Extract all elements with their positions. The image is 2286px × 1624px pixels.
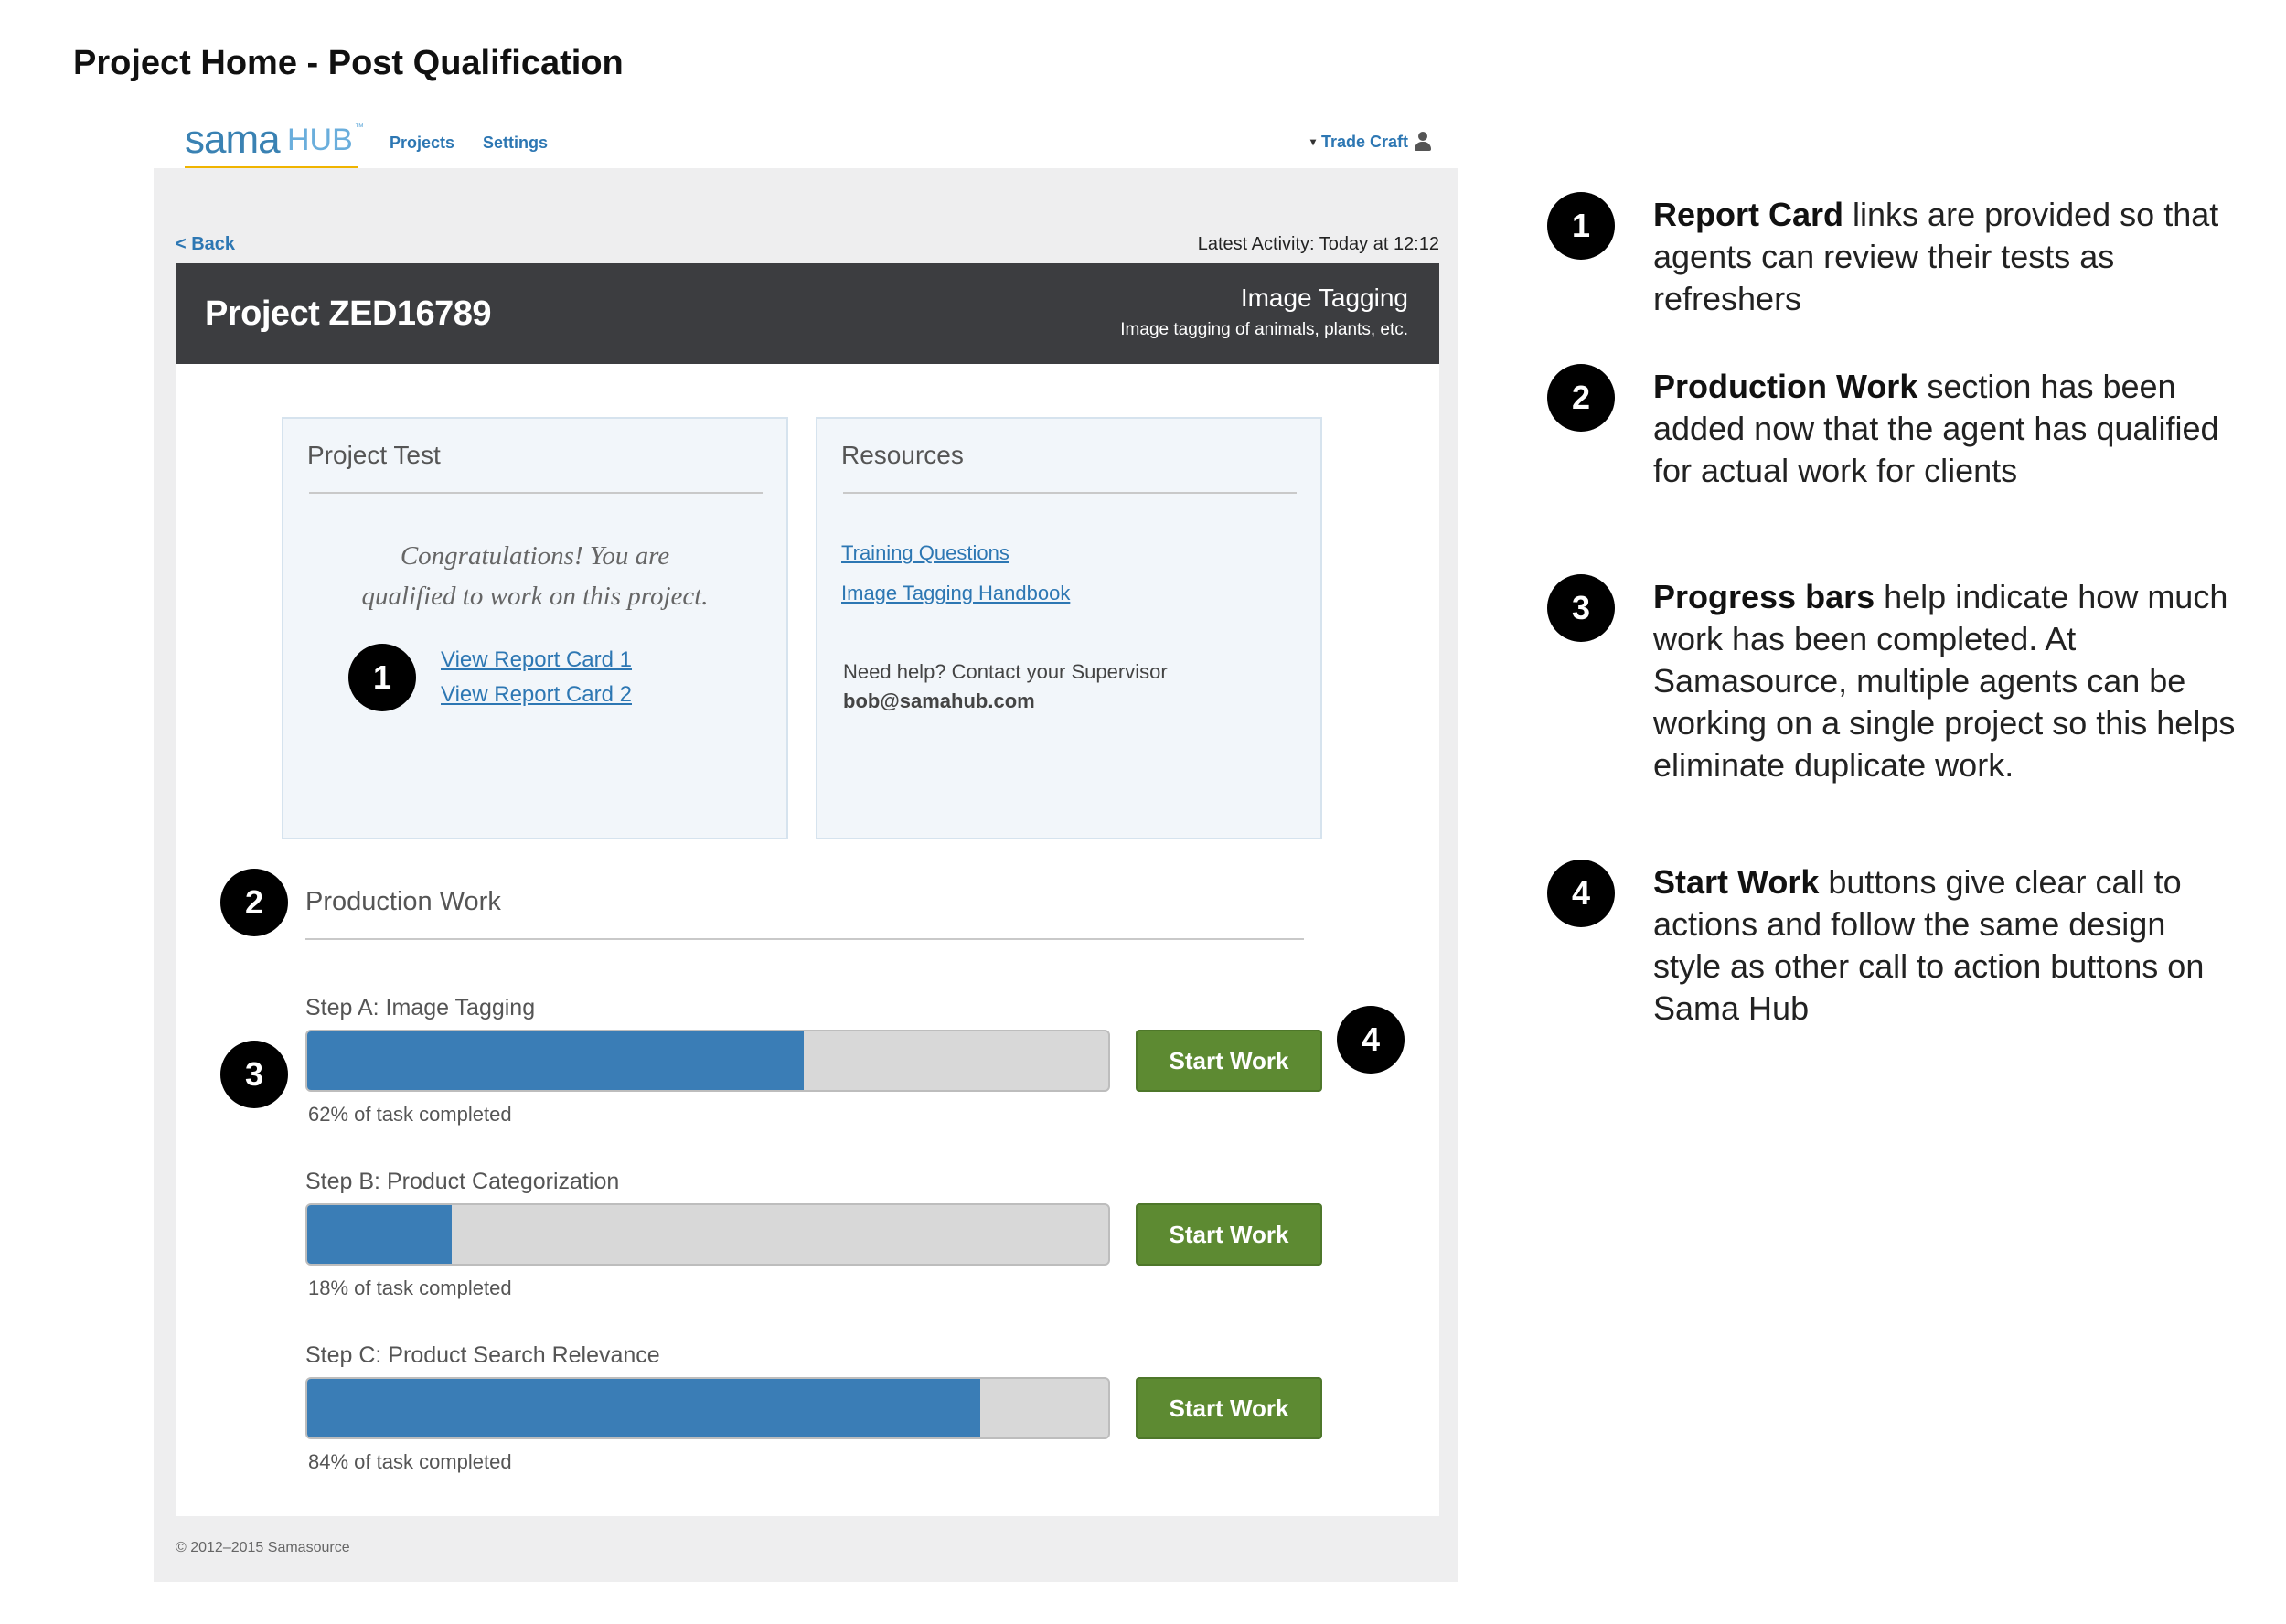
main-content: [176, 364, 1439, 1516]
resources-card: [816, 417, 1322, 839]
annotation-3-text: help indicate how much work has been completed. At Samasource, multiple agents can be working on a single project so this helps eliminate duplicate work.: [1653, 578, 2236, 784]
callout-badge-1: 1: [348, 644, 416, 711]
start-work-button[interactable]: Start Work: [1136, 1030, 1322, 1092]
annotation-1-text: links are provided so that agents can review their tests as refreshers: [1653, 196, 2219, 317]
annotation-4: [1653, 861, 2238, 1030]
nav-settings-link[interactable]: Settings: [483, 134, 549, 152]
samahub-logo[interactable]: [185, 117, 364, 168]
image-tagging-handbook-link[interactable]: Image Tagging Handbook: [841, 582, 1071, 604]
help-text: Need help? Contact your Supervisor: [843, 660, 1168, 683]
progress-caption: 18% of task completed: [308, 1277, 512, 1299]
qualification-message: [283, 536, 786, 616]
divider: [305, 938, 1304, 940]
training-questions-link[interactable]: Training Questions: [841, 541, 1009, 564]
progress-bar-fill: [307, 1379, 980, 1437]
supervisor-email: bob@samahub.com: [843, 689, 1035, 712]
annotation-2-text: section has been added now that the agent has qualified for actual work for clients: [1653, 368, 2219, 489]
step-title: Step B: Product Categorization: [305, 1169, 620, 1194]
start-work-button[interactable]: Start Work: [1136, 1377, 1322, 1439]
project-test-card: [282, 417, 788, 839]
logo-hub-text: HUB: [287, 123, 353, 157]
progress-bar: [305, 1377, 1110, 1439]
view-report-card-2-link[interactable]: View Report Card 2: [441, 682, 632, 707]
annotation-badge-3: 3: [1547, 574, 1615, 642]
annotation-badge-4: 4: [1547, 860, 1615, 927]
annotation-badge-2: 2: [1547, 364, 1615, 432]
progress-bar-fill: [307, 1205, 452, 1264]
annotation-2: [1653, 366, 2238, 492]
latest-activity: Latest Activity: Today at 12:12: [1197, 234, 1439, 254]
logo-trademark: ™: [355, 123, 364, 133]
callout-badge-4: 4: [1337, 1006, 1405, 1074]
project-test-title: Project Test: [307, 441, 441, 469]
annotation-3: [1653, 576, 2238, 786]
logo-sama-text: sama: [185, 117, 280, 162]
progress-caption: 84% of task completed: [308, 1450, 512, 1473]
progress-caption: 62% of task completed: [308, 1103, 512, 1126]
top-navigation-bar: [154, 117, 1458, 168]
annotation-4-bold: Start Work: [1653, 863, 1820, 901]
annotation-4-text: buttons give clear call to actions and follow the same design style as other call to action buttons on Sama Hub: [1653, 863, 2205, 1027]
footer-copyright: © 2012–2015 Samasource: [176, 1540, 350, 1555]
production-work-title: Production Work: [305, 887, 501, 916]
project-title: Project ZED16789: [205, 294, 492, 333]
nav-projects-link[interactable]: Projects: [390, 134, 455, 152]
start-work-button[interactable]: Start Work: [1136, 1203, 1322, 1266]
annotation-1-bold: Report Card: [1653, 196, 1844, 233]
user-name: Trade Craft: [1320, 132, 1408, 151]
annotation-badge-1: 1: [1547, 192, 1615, 260]
callout-badge-2: 2: [220, 869, 288, 936]
qualification-message-line: Congratulations! You are: [400, 541, 670, 571]
app-window: [154, 117, 1458, 1582]
annotation-3-bold: Progress bars: [1653, 578, 1875, 615]
resources-title: Resources: [841, 441, 964, 469]
progress-bar: [305, 1030, 1110, 1092]
progress-bar: [305, 1203, 1110, 1266]
progress-bar-fill: [307, 1031, 804, 1090]
divider: [309, 492, 763, 494]
divider: [843, 492, 1297, 494]
user-menu[interactable]: [1310, 132, 1432, 152]
view-report-card-1-link[interactable]: View Report Card 1: [441, 647, 632, 672]
chevron-down-icon: ▾: [1309, 135, 1316, 148]
step-title: Step A: Image Tagging: [305, 995, 536, 1020]
project-type: Image Tagging: [1240, 283, 1408, 312]
user-icon: [1414, 132, 1432, 152]
annotation-1: [1653, 194, 2238, 320]
project-banner: [176, 263, 1439, 364]
project-description: Image tagging of animals, plants, etc.: [1120, 320, 1408, 339]
annotation-2-bold: Production Work: [1653, 368, 1918, 405]
qualification-message-line: qualified to work on this project.: [361, 582, 709, 611]
back-link[interactable]: < Back: [176, 234, 236, 254]
page-heading: Project Home - Post Qualification: [73, 44, 624, 82]
step-title: Step C: Product Search Relevance: [305, 1342, 660, 1368]
callout-badge-3: 3: [220, 1041, 288, 1108]
